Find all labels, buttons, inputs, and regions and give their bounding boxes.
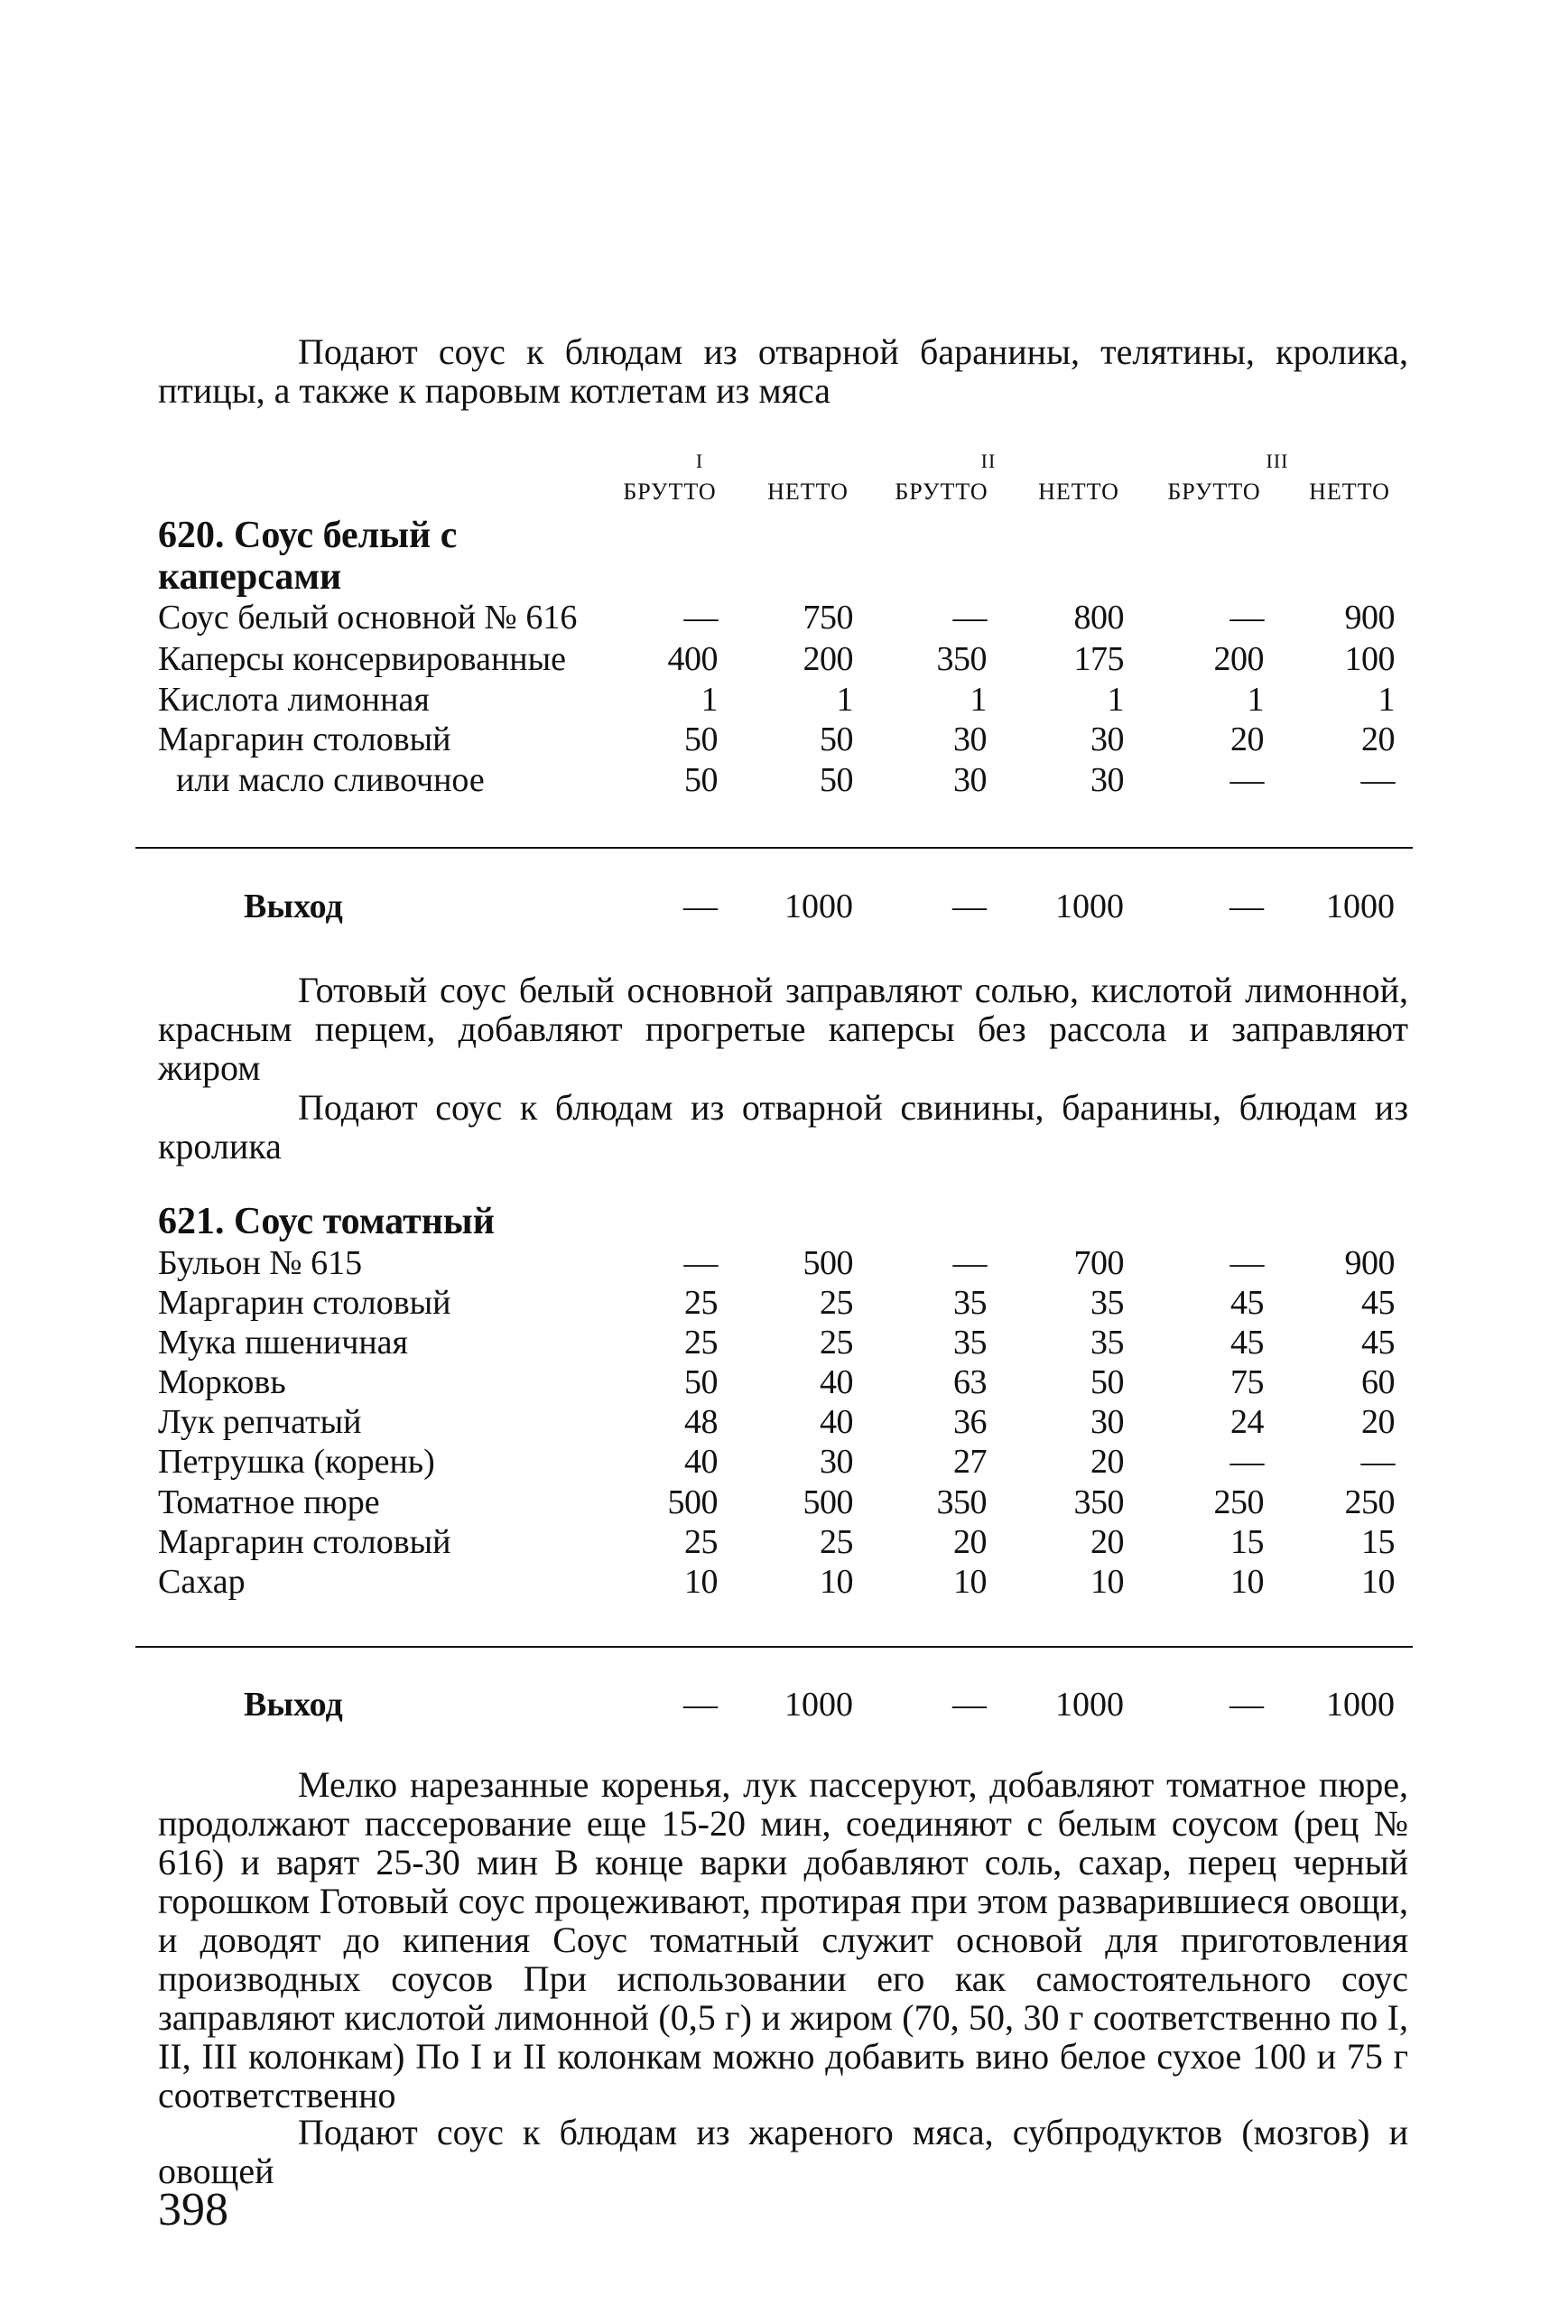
recipe-620-title <box>158 515 457 598</box>
column-group-3: III <box>1266 450 1289 472</box>
value-cell: 1 <box>1378 681 1395 719</box>
value-cell: 900 <box>1344 599 1395 637</box>
value-cell: 50 <box>1090 1363 1124 1401</box>
value-cell: 200 <box>1213 640 1264 678</box>
recipe-620-output-row <box>0 887 1568 926</box>
value-cell: 40 <box>684 1443 718 1481</box>
value-cell: 24 <box>1230 1403 1264 1441</box>
column-group-2: II <box>980 450 997 472</box>
recipe-620-description <box>158 971 1408 1087</box>
ingredient-name: Соус белый основной № 616 <box>158 599 578 637</box>
value-cell: 20 <box>1361 1403 1395 1441</box>
value-cell: 27 <box>953 1443 987 1481</box>
value-cell: 25 <box>820 1284 853 1322</box>
recipe-621-row <box>0 1402 1568 1442</box>
value-cell: 1 <box>1107 681 1124 719</box>
value-cell: 30 <box>820 1443 853 1481</box>
value-cell: 50 <box>684 761 718 799</box>
value-cell: 50 <box>684 1363 718 1401</box>
value-cell: 25 <box>820 1523 853 1561</box>
value-cell: 700 <box>1073 1244 1124 1282</box>
column-group-1: I <box>695 450 704 472</box>
value-cell: 35 <box>1090 1284 1124 1322</box>
ingredient-name: Бульон № 615 <box>158 1244 363 1282</box>
value-cell: 50 <box>684 720 718 758</box>
recipe-621-row <box>0 1243 1568 1283</box>
value-cell: 200 <box>803 640 853 678</box>
value-cell: 30 <box>953 761 987 799</box>
value-cell: 30 <box>1090 720 1124 758</box>
value-cell: 10 <box>953 1563 987 1601</box>
value-cell: — <box>1229 1443 1264 1481</box>
value-cell: 350 <box>936 640 987 678</box>
ingredient-name: Маргарин столовый <box>158 720 451 758</box>
recipe-620-serving-rest: кролика <box>158 1126 282 1167</box>
ingredient-name: Кислота лимонная <box>158 681 430 719</box>
recipe-621-serving-note <box>158 2113 1408 2190</box>
column-head-1: БРУТТО <box>623 479 717 505</box>
recipe-620-serving-note <box>158 1088 1408 1166</box>
recipe-621-output-row <box>0 1685 1568 1724</box>
value-cell: 60 <box>1361 1363 1395 1401</box>
recipe-621-row <box>0 1522 1568 1562</box>
value-cell: 250 <box>1213 1483 1264 1521</box>
value-cell: 15 <box>1230 1523 1264 1561</box>
recipe-620-row <box>0 760 1568 800</box>
value-cell: 900 <box>1344 1244 1395 1282</box>
ingredient-name: Томатное пюре <box>158 1483 380 1521</box>
table-divider <box>135 847 1413 849</box>
value-cell: 20 <box>1090 1523 1124 1561</box>
value-cell: 30 <box>1090 761 1124 799</box>
recipe-621-row <box>0 1442 1568 1482</box>
value-cell: 500 <box>803 1244 853 1282</box>
output-value: 1000 <box>1055 888 1124 925</box>
value-cell: 40 <box>820 1403 853 1441</box>
value-cell: 35 <box>1090 1324 1124 1362</box>
value-cell: 100 <box>1344 640 1395 678</box>
recipe-620-row <box>0 720 1568 759</box>
column-head-2: НЕТТО <box>767 479 849 505</box>
recipe-621-title: 621. Соус томатный <box>158 1201 495 1242</box>
value-cell: 25 <box>684 1284 718 1322</box>
value-cell: 175 <box>1073 640 1124 678</box>
value-cell: 45 <box>1230 1324 1264 1362</box>
recipe-620-description-line1: Готовый соус белый основной заправляют солью, кислотой лимонной, <box>298 970 1408 1010</box>
output-value: — <box>1229 888 1264 925</box>
recipe-620-row <box>0 680 1568 720</box>
value-cell: — <box>683 599 718 637</box>
recipe-620-serving-line1: Подают соус к блюдам из отварной свинины, баранины, блюдам из <box>298 1087 1408 1128</box>
recipe-621-row <box>0 1362 1568 1402</box>
intro-paragraph-line1: Подают соус к блюдам из отварной баранины, телятины, кролика, <box>298 331 1408 372</box>
value-cell: 350 <box>1073 1483 1124 1521</box>
value-cell: 36 <box>953 1403 987 1441</box>
recipe-621-serving-line1: Подают соус к блюдам из жареного мяса, субпродуктов (мозгов) и <box>298 2112 1408 2152</box>
table-divider <box>135 1646 1413 1648</box>
output-value: 1000 <box>1326 1686 1395 1724</box>
value-cell: — <box>1229 761 1264 799</box>
value-cell: 45 <box>1230 1284 1264 1322</box>
value-cell: — <box>1229 599 1264 637</box>
output-value: — <box>683 888 718 925</box>
output-label: Выход <box>244 1686 343 1724</box>
value-cell: 10 <box>684 1563 718 1601</box>
value-cell: 1 <box>700 681 718 719</box>
ingredient-name: Петрушка (корень) <box>158 1443 435 1481</box>
value-cell: 45 <box>1361 1324 1395 1362</box>
value-cell: 45 <box>1361 1284 1395 1322</box>
ingredient-name: Сахар <box>158 1563 246 1601</box>
ingredient-name: Маргарин столовый <box>158 1523 451 1561</box>
recipe-621-description <box>158 1765 1408 2115</box>
value-cell: 35 <box>953 1324 987 1362</box>
recipe-620-row <box>0 639 1568 679</box>
ingredient-name: Маргарин столовый <box>158 1284 451 1322</box>
recipe-620-title-line1: 620. Соус белый с <box>158 515 458 556</box>
recipe-621-row <box>0 1323 1568 1362</box>
value-cell: — <box>1229 1244 1264 1282</box>
output-value: — <box>683 1686 718 1724</box>
value-cell: 25 <box>684 1523 718 1561</box>
value-cell: 800 <box>1073 599 1124 637</box>
value-cell: 50 <box>820 761 853 799</box>
value-cell: 25 <box>820 1324 853 1362</box>
value-cell: 1 <box>836 681 853 719</box>
output-value: — <box>952 888 987 925</box>
recipe-620-description-rest: красным перцем, добавляют прогретые каперсы без рассола и заправляют жиром <box>158 1009 1408 1088</box>
value-cell: 20 <box>953 1523 987 1561</box>
column-head-5: БРУТТО <box>1167 479 1261 505</box>
value-cell: — <box>1360 1443 1395 1481</box>
value-cell: — <box>952 599 987 637</box>
value-cell: 10 <box>1090 1563 1124 1601</box>
value-cell: 15 <box>1361 1523 1395 1561</box>
value-cell: 10 <box>1361 1563 1395 1601</box>
value-cell: 250 <box>1344 1483 1395 1521</box>
intro-paragraph-rest: птицы, а также к паровым котлетам из мяса <box>158 370 831 411</box>
value-cell: 20 <box>1361 720 1395 758</box>
value-cell: 30 <box>1090 1403 1124 1441</box>
value-cell: — <box>1360 761 1395 799</box>
value-cell: 75 <box>1230 1363 1264 1401</box>
value-cell: 500 <box>803 1483 853 1521</box>
output-value: 1000 <box>784 888 853 925</box>
value-cell: 10 <box>1230 1563 1264 1601</box>
output-label: Выход <box>244 888 343 925</box>
value-cell: 48 <box>684 1403 718 1441</box>
recipe-621-description-line1: Мелко нарезанные коренья, лук пассеруют, добавляют томатное пюре, <box>298 1764 1408 1805</box>
output-value: 1000 <box>1326 888 1395 925</box>
ingredient-name: Морковь <box>158 1363 286 1401</box>
column-head-6: НЕТТО <box>1309 479 1390 505</box>
recipe-621-row <box>0 1283 1568 1323</box>
value-cell: — <box>952 1244 987 1282</box>
output-value: 1000 <box>784 1686 853 1724</box>
value-cell: 350 <box>936 1483 987 1521</box>
value-cell: 20 <box>1230 720 1264 758</box>
recipe-621-description-rest: продолжают пассерование еще 15-20 мин, соединяют с белым соусом (рец № 616) и варят 25-30 мин В конце варки добавляют соль, сахар, перец черный горошком Готовый соус процеживают, протирая при этом разварившиеся овощи, и доводят до кипения Соус томатный служит основой для приготовления производных соусов При использовании его как самостоятельного соус заправляют кислотой лимонной (0,5 г) и жиром (70, 50, 30 г соответственно по I, II, III колонкам) По I и II колонкам можно добавить вино белое сухое 100 и 75 г соответственно <box>158 1803 1408 2115</box>
value-cell: 750 <box>803 599 853 637</box>
value-cell: 50 <box>820 720 853 758</box>
value-cell: 500 <box>667 1483 718 1521</box>
column-head-4: НЕТТО <box>1038 479 1119 505</box>
output-value: 1000 <box>1055 1686 1124 1724</box>
ingredient-name: или масло сливочное <box>176 761 485 799</box>
value-cell: 400 <box>667 640 718 678</box>
column-head-3: БРУТТО <box>895 479 988 505</box>
ingredient-name: Мука пшеничная <box>158 1324 409 1362</box>
value-cell: 30 <box>953 720 987 758</box>
value-cell: 25 <box>684 1324 718 1362</box>
page-number: 398 <box>158 2184 228 2236</box>
value-cell: 35 <box>953 1284 987 1322</box>
value-cell: 20 <box>1090 1443 1124 1481</box>
recipe-621-serving-rest: овощей <box>158 2151 274 2191</box>
recipe-620-title-line2: каперсами <box>158 556 342 598</box>
intro-paragraph <box>158 332 1408 410</box>
value-cell: 1 <box>970 681 987 719</box>
output-value: — <box>952 1686 987 1724</box>
recipe-621-row <box>0 1483 1568 1522</box>
ingredient-name: Лук репчатый <box>158 1403 362 1441</box>
ingredient-name: Каперсы консервированные <box>158 640 567 678</box>
recipe-620-row <box>0 598 1568 637</box>
value-cell: — <box>683 1244 718 1282</box>
value-cell: 10 <box>820 1563 853 1601</box>
recipe-621-row <box>0 1562 1568 1602</box>
output-value: — <box>1229 1686 1264 1724</box>
value-cell: 40 <box>820 1363 853 1401</box>
value-cell: 1 <box>1247 681 1264 719</box>
value-cell: 63 <box>953 1363 987 1401</box>
